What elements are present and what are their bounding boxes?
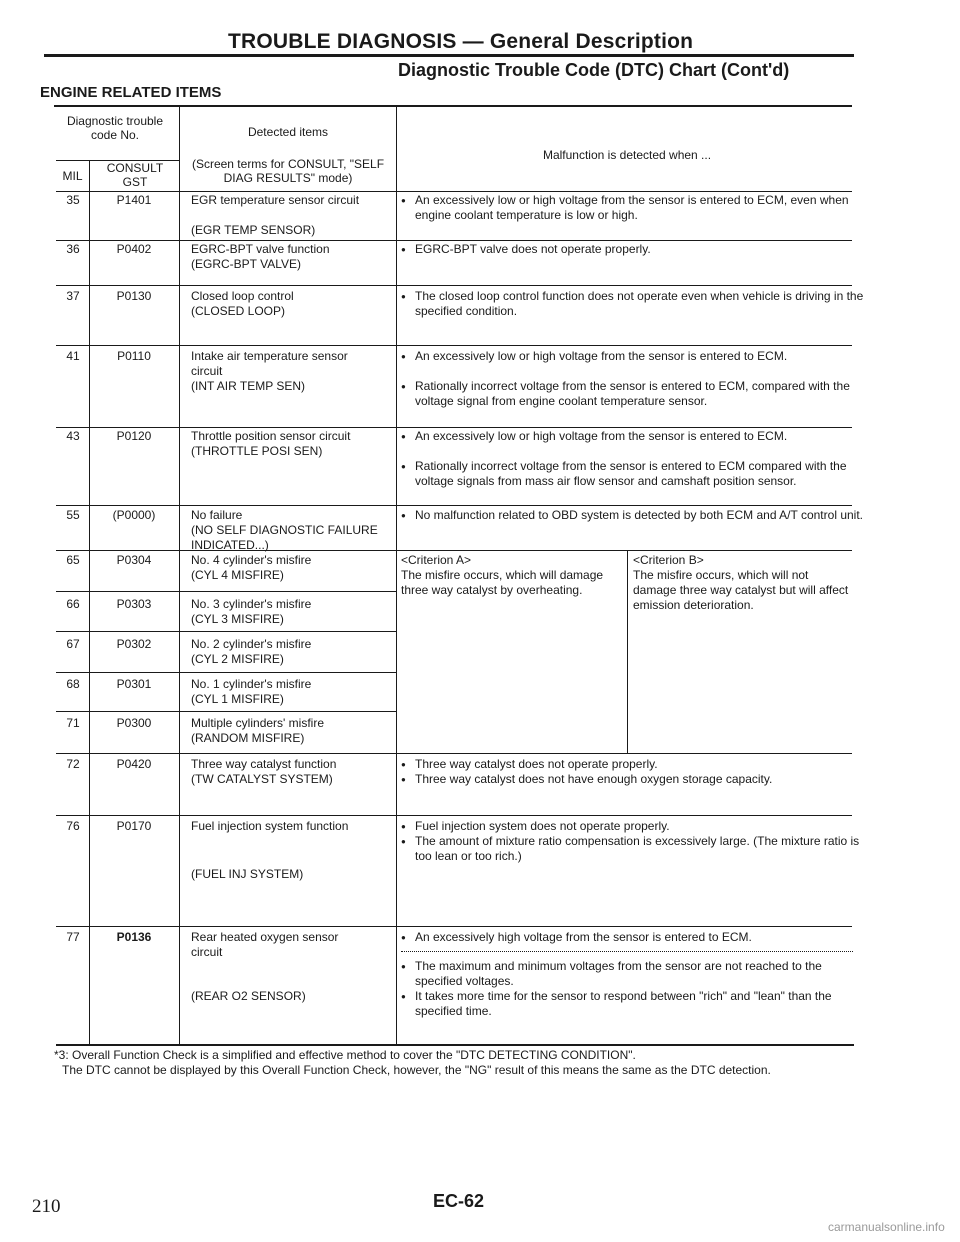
row-detected-item: Rear heated oxygen sensor circuit (191, 930, 339, 959)
header-malfunction: Malfunction is detected when ... (542, 148, 712, 162)
row-dtc-code: P0170 (116, 819, 152, 833)
row-malfunction: ● The maximum and minimum voltages from the sensor are not reached to the specified voltages. (401, 959, 855, 989)
row-malfunction: ● An excessively low or high voltage from the sensor is entered to ECM. (401, 349, 867, 364)
criterion-b-text: The misfire occurs, which will not damage three way catalyst but will affect emission deterioration. (633, 568, 849, 612)
criterion-a-text: The misfire occurs, which will damage three way catalyst by overheating. (401, 568, 604, 597)
row-screen-term: (THROTTLE POSI SEN) (191, 444, 323, 458)
row-dtc-code: P0300 (116, 716, 152, 730)
row-mil: 43 (66, 429, 80, 443)
grid-line (627, 550, 628, 753)
row-malfunction: ● No malfunction related to OBD system is detected by both ECM and A/T control unit. (401, 508, 867, 523)
grid-line (56, 591, 396, 592)
grid-line (56, 815, 852, 816)
row-dtc-code: P0304 (116, 553, 152, 567)
criterion-b-label: <Criterion B> (633, 553, 704, 567)
row-malfunction: ● It takes more time for the sensor to respond between "rich" and "lean" than the specified time. (401, 989, 855, 1019)
page-title: TROUBLE DIAGNOSIS — General Description (228, 30, 694, 53)
grid-line (56, 345, 852, 346)
row-mil: 41 (66, 349, 80, 363)
dotted-separator (401, 951, 853, 953)
row-screen-term: (CYL 3 MISFIRE) (191, 612, 284, 626)
row-screen-term: (CYL 1 MISFIRE) (191, 692, 284, 706)
row-mil: 36 (66, 242, 80, 256)
row-malfunction: ● An excessively low or high voltage from the sensor is entered to ECM. (401, 429, 867, 444)
row-detected-item: Three way catalyst function (191, 757, 337, 771)
row-malfunction: ● Rationally incorrect voltage from the sensor is entered to ECM, compared with the voltage signal from engine coolant temperature sensor. (401, 379, 867, 409)
row-screen-term: (CYL 4 MISFIRE) (191, 568, 284, 582)
row-malfunction: ● An excessively low or high voltage from the sensor is entered to ECM, even when engine coolant temperature is low or high. (401, 193, 867, 223)
row-screen-term: (INT AIR TEMP SEN) (191, 379, 306, 393)
row-malfunction: ● Three way catalyst does not have enough oxygen storage capacity. (401, 772, 867, 787)
row-detected-item: No. 2 cylinder's misfire (191, 637, 312, 651)
header-detected-items: Detected items (247, 125, 329, 139)
row-detected-item: EGRC-BPT valve function (191, 242, 330, 256)
grid-line (56, 711, 396, 712)
page-subtitle: Diagnostic Trouble Code (DTC) Chart (Cont'd) (398, 60, 790, 80)
grid-line (56, 672, 396, 673)
row-dtc-code: (P0000) (112, 508, 156, 522)
row-dtc-code: P0302 (116, 637, 152, 651)
row-dtc-code: P0120 (116, 429, 152, 443)
table-top-rule (54, 105, 852, 107)
row-malfunction: ● Three way catalyst does not operate properly. (401, 757, 867, 772)
row-detected-item: Multiple cylinders' misfire (191, 716, 324, 730)
header-mil: MIL (62, 169, 83, 183)
grid-line (56, 285, 852, 286)
grid-line (56, 505, 852, 506)
grid-line (56, 427, 852, 428)
header-screen-terms: (Screen terms for CONSULT, "SELF DIAG RESULTS" mode) (191, 157, 385, 185)
row-screen-term: (RANDOM MISFIRE) (191, 731, 305, 745)
grid-line (56, 1044, 854, 1046)
row-mil: 66 (66, 597, 80, 611)
grid-line (179, 107, 180, 1045)
row-mil: 67 (66, 637, 80, 651)
footnote-line-1: *3: Overall Function Check is a simplified and effective method to cover the "DTC DETECTING CONDITION". (54, 1048, 636, 1062)
grid-line (56, 926, 852, 927)
row-malfunction: ● Rationally incorrect voltage from the sensor is entered to ECM compared with the voltage signals from mass air flow sensor and camshaft position sensor. (401, 459, 867, 489)
row-detected-item: EGR temperature sensor circuit (191, 193, 360, 207)
row-dtc-code: P0130 (116, 289, 152, 303)
row-dtc-code: P0420 (116, 757, 152, 771)
row-screen-term: (NO SELF DIAGNOSTIC FAILURE INDICATED...) (191, 523, 378, 552)
row-mil: 76 (66, 819, 80, 833)
row-mil: 71 (66, 716, 80, 730)
grid-line (56, 191, 852, 192)
row-mil: 65 (66, 553, 80, 567)
title-rule (44, 54, 854, 57)
row-screen-term: (REAR O2 SENSOR) (191, 989, 306, 1003)
header-consult-gst: CONSULT GST (106, 161, 164, 189)
row-screen-term: (TW CATALYST SYSTEM) (191, 772, 333, 786)
row-dtc-code: P1401 (116, 193, 152, 207)
grid-line (56, 550, 852, 551)
page-code: EC-62 (433, 1191, 485, 1211)
row-screen-term: (CLOSED LOOP) (191, 304, 286, 318)
row-detected-item: No. 3 cylinder's misfire (191, 597, 312, 611)
row-detected-item: No. 4 cylinder's misfire (191, 553, 312, 567)
row-detected-item: Intake air temperature sensor circuit (191, 349, 348, 378)
page-number: 210 (32, 1196, 61, 1217)
row-screen-term: (EGRC-BPT VALVE) (191, 257, 302, 271)
row-detected-item: No. 1 cylinder's misfire (191, 677, 312, 691)
row-mil: 72 (66, 757, 80, 771)
row-mil: 68 (66, 677, 80, 691)
row-malfunction: ● The amount of mixture ratio compensation is excessively large. (The mixture ratio is too lean or too rich.) (401, 834, 867, 864)
row-detected-item: No failure (191, 508, 243, 522)
row-mil: 55 (66, 508, 80, 522)
row-malfunction: ● An excessively high voltage from the sensor is entered to ECM. (401, 930, 867, 945)
criterion-a-label: <Criterion A> (401, 553, 472, 567)
row-detected-item: Closed loop control (191, 289, 294, 303)
row-detected-item: Fuel injection system function (191, 819, 349, 833)
grid-line (56, 240, 852, 241)
grid-line (56, 753, 852, 754)
header-dtc: Diagnostic trouble code No. (66, 114, 164, 142)
row-dtc-code: P0402 (116, 242, 152, 256)
watermark: carmanualsonline.info (828, 1220, 945, 1234)
row-screen-term: (CYL 2 MISFIRE) (191, 652, 284, 666)
section-heading: ENGINE RELATED ITEMS (40, 84, 222, 101)
row-detected-item: Throttle position sensor circuit (191, 429, 351, 443)
grid-line (396, 107, 397, 1045)
row-dtc-code: P0301 (116, 677, 152, 691)
row-mil: 77 (66, 930, 80, 944)
footnote-line-2: The DTC cannot be displayed by this Overall Function Check, however, the "NG" result of this means the same as the DTC detection. (62, 1063, 771, 1077)
row-mil: 35 (66, 193, 80, 207)
row-screen-term: (EGR TEMP SENSOR) (191, 223, 316, 237)
footnote (54, 1048, 854, 1078)
row-malfunction: ● Fuel injection system does not operate properly. (401, 819, 867, 834)
row-dtc-code: P0136 (116, 930, 152, 944)
row-screen-term: (FUEL INJ SYSTEM) (191, 867, 304, 881)
row-mil: 37 (66, 289, 80, 303)
row-malfunction: ● EGRC-BPT valve does not operate properly. (401, 242, 867, 257)
row-dtc-code: P0110 (117, 349, 151, 363)
row-malfunction: ● The closed loop control function does not operate even when vehicle is driving in the specified condition. (401, 289, 867, 319)
grid-line (56, 631, 396, 632)
row-dtc-code: P0303 (116, 597, 152, 611)
